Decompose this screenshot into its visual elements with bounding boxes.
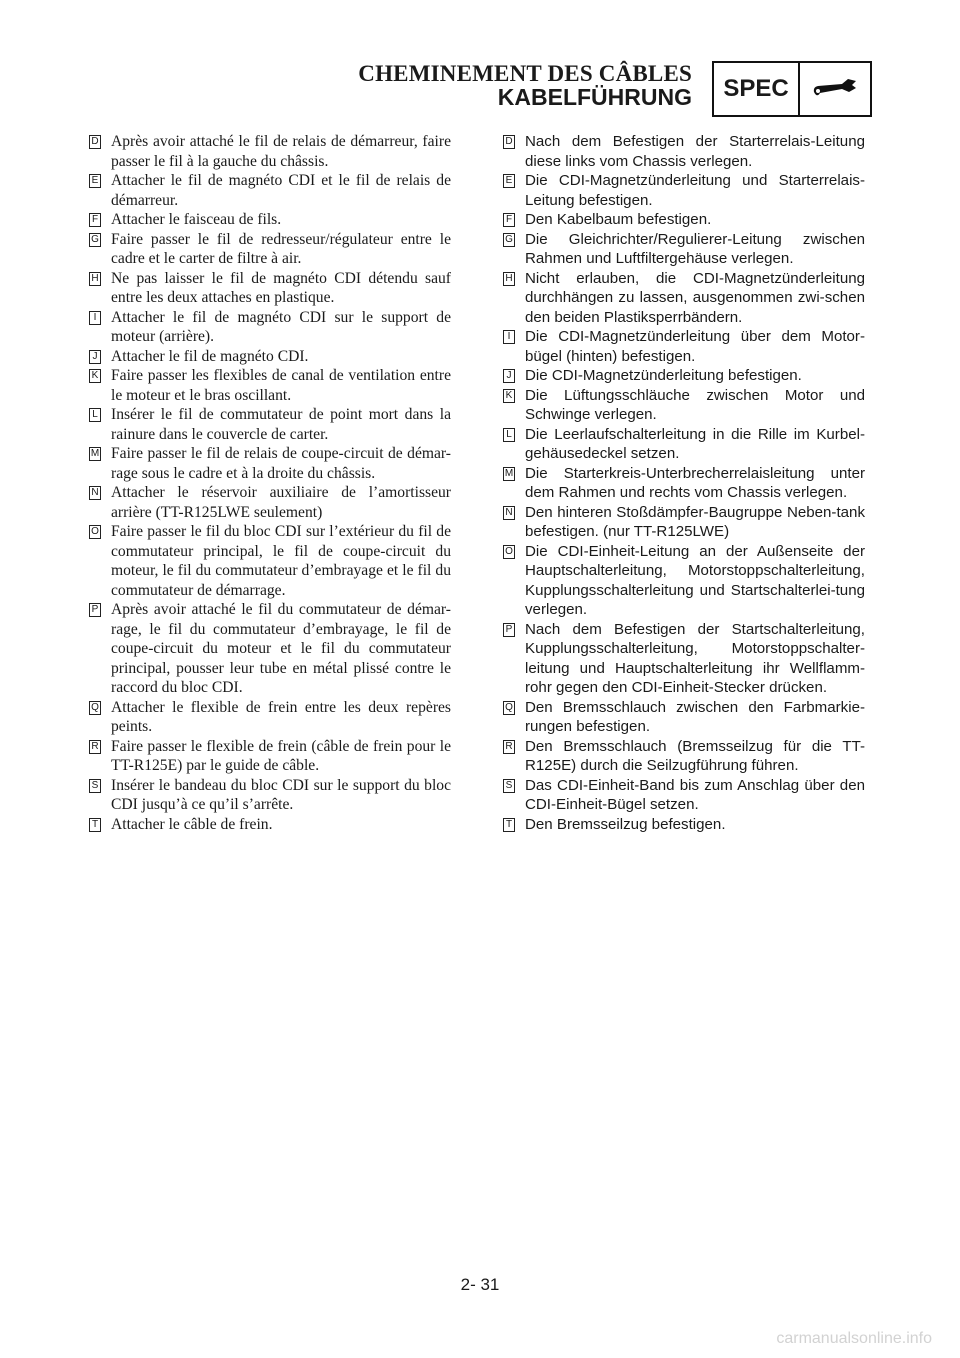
instruction-text: Attacher le fil de magnéto CDI. — [111, 347, 309, 365]
step-marker: I — [89, 311, 101, 325]
step-marker: J — [503, 369, 515, 383]
instruction-item — [89, 366, 451, 405]
step-marker: G — [503, 233, 515, 247]
step-marker: D — [89, 135, 101, 149]
instruction-text: Die CDI-Einheit-Leitung an der Außenseite der Hauptschalterleitung, Motorstoppschalterleitung, Kupplungsschalterleitung und Startschalterlei-tung verlegen. — [525, 542, 865, 618]
instruction-text: Attacher le fil de magnéto CDI sur le support de moteur (arrière). — [111, 308, 451, 345]
instruction-item — [89, 210, 451, 230]
instruction-item — [503, 464, 865, 503]
step-marker: S — [89, 779, 101, 793]
instruction-text: Die CDI-Magnetzünderleitung über dem Motor-bügel (hinten) befestigen. — [525, 328, 865, 365]
step-marker: L — [89, 408, 101, 422]
step-marker: R — [503, 740, 515, 754]
instruction-item — [503, 425, 865, 464]
instruction-text: Die Starterkreis-Unterbrecherrelaisleitung unter dem Rahmen und rechts vom Chassis verlegen. — [525, 464, 865, 501]
step-marker: F — [89, 213, 101, 227]
instruction-text: Attacher le fil de magnéto CDI et le fil de relais de démarreur. — [111, 172, 451, 209]
instruction-item — [89, 444, 451, 483]
instruction-text: Ne pas laisser le fil de magnéto CDI détendu sauf entre les deux attaches en plastique. — [111, 269, 451, 306]
instruction-text: Nicht erlauben, die CDI-Magnetzünderleitung durchhängen zu lassen, ausgenommen zwi-schen den beiden Plastiksperrbändern. — [525, 269, 865, 326]
instruction-item — [503, 620, 865, 698]
step-marker: I — [503, 330, 515, 344]
instruction-text: Faire passer le flexible de frein (câble de frein pour le TT-R125E) par le guide de câble. — [111, 737, 451, 774]
step-marker: O — [89, 525, 101, 539]
instruction-text: Attacher le faisceau de fils. — [111, 211, 282, 228]
step-marker: D — [503, 135, 515, 149]
step-marker: T — [503, 818, 515, 832]
instruction-item — [503, 698, 865, 737]
instruction-text: Insérer le fil de commutateur de point mort dans la rainure dans le couvercle de carter. — [111, 406, 451, 443]
instruction-text: Insérer le bandeau du bloc CDI sur le support du bloc CDI jusqu’à ce qu’il s’arrête. — [111, 776, 451, 813]
instruction-text: Faire passer le fil de redresseur/régulateur entre le cadre et le carter de filtre à air. — [111, 230, 451, 267]
instruction-item — [503, 386, 865, 425]
instruction-item — [89, 308, 451, 347]
spec-badge — [712, 61, 872, 117]
instruction-item — [503, 815, 865, 835]
instruction-text: Attacher le réservoir auxiliaire de l’amortisseur arrière (TT-R125LWE seulement) — [111, 484, 451, 521]
instruction-item — [503, 503, 865, 542]
instruction-item — [503, 737, 865, 776]
step-marker: E — [503, 174, 515, 188]
step-marker: J — [89, 350, 101, 364]
instruction-item — [503, 269, 865, 328]
step-marker: K — [503, 389, 515, 403]
instruction-item — [503, 230, 865, 269]
instruction-item — [503, 210, 865, 230]
instruction-text: Faire passer les flexibles de canal de ventilation entre le moteur et le bras oscillant. — [111, 367, 451, 404]
step-marker: F — [503, 213, 515, 227]
instruction-item — [89, 405, 451, 444]
instruction-text: Die Leerlaufschalterleitung in die Rille im Kurbel-gehäusedeckel setzen. — [525, 425, 865, 462]
instruction-text: Den Bremsseilzug befestigen. — [525, 815, 726, 833]
instruction-item — [89, 698, 451, 737]
step-marker: M — [504, 467, 514, 479]
watermark: carmanualsonline.info — [776, 1330, 932, 1347]
instruction-item — [89, 483, 451, 522]
instruction-text: Die Gleichrichter/Regulierer-Leitung zwischen Rahmen und Luftfiltergehäuse verlegen. — [525, 230, 865, 267]
instruction-text: Après avoir attaché le fil de relais de démarreur, faire passer le fil à la gauche du châssis. — [111, 133, 451, 170]
instruction-text: Die CDI-Magnetzünderleitung und Starterrelais-Leitung befestigen. — [525, 172, 865, 209]
step-marker: H — [89, 272, 101, 286]
instruction-item — [89, 737, 451, 776]
instruction-text: Die CDI-Magnetzünderleitung befestigen. — [525, 367, 802, 384]
instruction-item — [503, 366, 865, 386]
instruction-text: Nach dem Befestigen der Startschalterleitung, Kupplungsschalterleitung, Motorstoppschalter-leitung und Hauptschalterleitung ihr Wellflamm-rohr gegen den CDI-Einheit-Stecker drücken. — [525, 620, 865, 696]
step-marker: H — [503, 272, 515, 286]
wrench-icon — [800, 63, 870, 115]
step-marker: P — [89, 603, 101, 617]
instruction-item — [89, 269, 451, 308]
instruction-text: Das CDI-Einheit-Band bis zum Anschlag über den CDI-Einheit-Bügel setzen. — [525, 776, 865, 813]
step-marker: E — [89, 174, 101, 188]
instruction-item — [89, 522, 451, 600]
instruction-text: Attacher le flexible de frein entre les deux repères peints. — [111, 698, 451, 735]
wrench-icon-graphic — [812, 77, 858, 101]
step-marker: K — [89, 369, 101, 383]
section-title-german: KABELFÜHRUNG — [497, 84, 692, 110]
instruction-text: Die Lüftungsschläuche zwischen Motor und Schwinge verlegen. — [525, 386, 865, 423]
step-marker: R — [89, 740, 101, 754]
instruction-item — [89, 230, 451, 269]
instruction-text: Après avoir attaché le fil du commutateur de démar-rage, le fil du commutateur d’embrayage, le fil de coupe-circuit du moteur et le fil du commutateur principal, pousser leur tube en métal plissé contre le raccord du bloc CDI. — [111, 601, 451, 696]
instruction-text: Faire passer le fil de relais de coupe-circuit de démar-rage sous le cadre et à la droite du châssis. — [111, 445, 451, 482]
instruction-text: Nach dem Befestigen der Starterrelais-Leitung diese links vom Chassis verlegen. — [525, 133, 865, 170]
instruction-text: Den Bremsschlauch (Bremsseilzug für die TT-R125E) durch die Seilzugführung führen. — [525, 737, 865, 774]
instruction-item — [89, 132, 451, 171]
spec-label: SPEC — [714, 63, 800, 115]
instruction-item — [503, 171, 865, 210]
instruction-text: Attacher le câble de frein. — [111, 815, 273, 833]
instruction-item — [503, 542, 865, 620]
instruction-item — [503, 327, 865, 366]
instruction-text: Den Kabelbaum befestigen. — [525, 211, 712, 228]
step-marker: N — [503, 506, 515, 520]
instruction-item — [89, 171, 451, 210]
instruction-item — [89, 347, 451, 367]
step-marker: M — [90, 448, 100, 459]
step-marker: O — [503, 545, 515, 559]
instruction-item — [89, 815, 451, 835]
instruction-text: Den hinteren Stoßdämpfer-Baugruppe Neben-tank befestigen. (nur TT-R125LWE) — [525, 503, 865, 540]
instruction-item — [503, 776, 865, 815]
step-marker: T — [89, 818, 101, 832]
instruction-item — [503, 132, 865, 171]
french-instructions — [89, 132, 451, 834]
page-number: 2- 31 — [460, 1275, 500, 1294]
instruction-text: Faire passer le fil du bloc CDI sur l’extérieur du fil de commutateur principal, le fil de coupe-circuit du moteur, le fil du commutateur d’embrayage et le fil du commutateur de démarrage. — [111, 523, 451, 599]
step-marker: G — [89, 233, 101, 247]
step-marker: L — [503, 428, 515, 442]
step-marker: P — [503, 623, 515, 637]
german-instructions — [503, 132, 865, 834]
instruction-item — [89, 776, 451, 815]
instruction-text: Den Bremsschlauch zwischen den Farbmarkie-rungen befestigen. — [525, 698, 865, 735]
step-marker: Q — [89, 701, 101, 715]
instruction-item — [89, 600, 451, 698]
step-marker: S — [503, 779, 515, 793]
section-title-french: CHEMINEMENT DES CÂBLES — [358, 61, 692, 86]
step-marker: N — [89, 486, 101, 500]
step-marker: Q — [503, 701, 515, 715]
